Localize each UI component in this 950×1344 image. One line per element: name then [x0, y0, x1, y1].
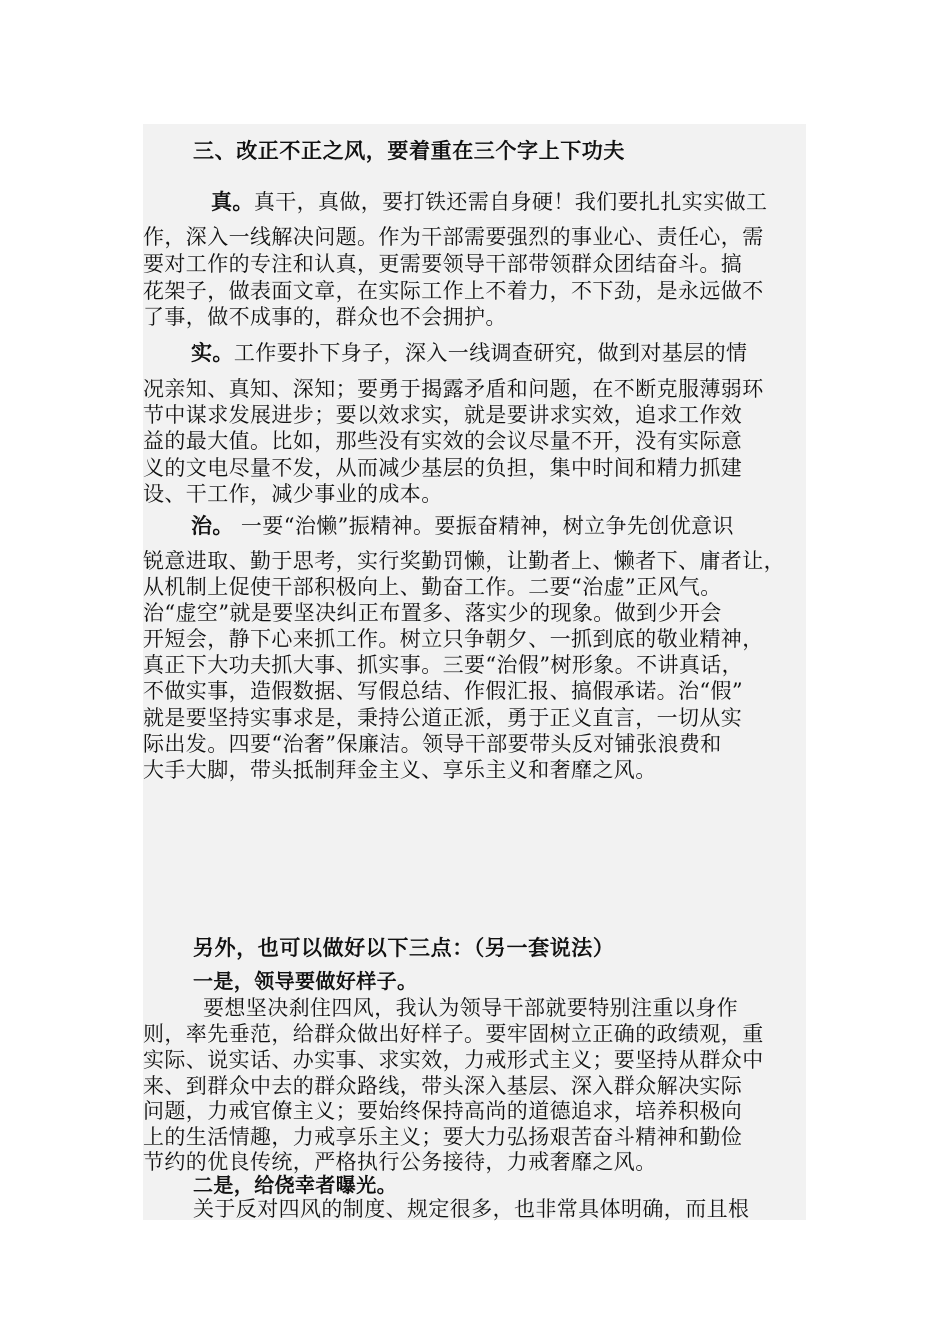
- point1-line-4: 来、到群众中去的群众路线，带头深入基层、深入群众解决实际: [143, 1074, 743, 1098]
- zhi-paragraph-line-3: 从机制上促使干部积极向上、勤奋工作。二要“治虚”正风气。: [143, 575, 722, 599]
- zhen-paragraph-line-2: 作，深入一线解决问题。作为干部需要强烈的事业心、责任心，需: [143, 225, 764, 249]
- shi-text: 工作要扑下身子，深入一线调查研究，做到对基层的情: [233, 341, 748, 365]
- zhen-paragraph-line-4: 花架子，做表面文章，在实际工作上不着力，不下劲，是永远做不: [143, 279, 764, 303]
- zhi-paragraph-line-5: 开短会，静下心来抓工作。树立只争朝夕、一抓到底的敬业精神，: [143, 627, 764, 651]
- zhi-paragraph-line-9: 际出发。四要“治奢”保廉洁。领导干部要带头反对铺张浪费和: [143, 732, 722, 756]
- shi-paragraph-line-2: 况亲知、真知、深知；要勇于揭露矛盾和问题，在不断克服薄弱环: [143, 377, 764, 401]
- point2-title: 二是，给侥幸者曝光。: [193, 1173, 397, 1197]
- zhi-paragraph-line-4: 治“虚空”就是要坚决纠正布置多、落实少的现象。做到少开会: [143, 601, 722, 625]
- zhi-paragraph-line-6: 真正下大功夫抓大事、抓实事。三要“治假”树形象。不讲真话，: [143, 653, 744, 677]
- shi-paragraph-line-5: 义的文电尽量不发，从而减少基层的负担，集中时间和精力抓建: [143, 456, 743, 480]
- alt-heading: 另外，也可以做好以下三点：（另一套说法）: [193, 936, 615, 960]
- zhen-paragraph-line-1: [143, 189, 806, 215]
- zhen-text: 真干，真做，要打铁还需自身硬！我们要扎扎实实做工: [253, 190, 768, 214]
- point1-line-1: [143, 995, 806, 1021]
- shi-lead: 实。: [191, 341, 234, 365]
- zhen-paragraph-line-3: 要对工作的专注和认真，更需要领导干部带领群众团结奋斗。搞: [143, 252, 743, 276]
- zhi-paragraph-line-1: [143, 513, 806, 539]
- shi-paragraph-line-1: [143, 340, 806, 366]
- zhi-paragraph-line-10: 大手大脚，带头抵制拜金主义、享乐主义和奢靡之风。: [143, 758, 657, 782]
- point1-line-6: 上的生活情趣，力戒享乐主义；要大力弘扬艰苦奋斗精神和勤俭: [143, 1125, 743, 1149]
- zhen-paragraph-line-5: 了事，做不成事的，群众也不会拥护。: [143, 305, 507, 329]
- point1-text: 要想坚决刹住四风，我认为领导干部就要特别注重以身作: [203, 996, 738, 1020]
- zhen-lead: 真。: [211, 190, 254, 214]
- point1-line-2: 则，率先垂范，给群众做出好样子。要牢固树立正确的政绩观，重: [143, 1022, 764, 1046]
- point1-line-5: 问题，力戒官僚主义；要始终保持高尚的道德追求，培养积极向: [143, 1099, 743, 1123]
- point1-line-3: 实际、说实话、办实事、求实效，力戒形式主义；要坚持从群众中: [143, 1048, 764, 1072]
- shi-paragraph-line-3: 节中谋求发展进步；要以效求实，就是要讲求实效，追求工作效: [143, 403, 743, 427]
- zhi-paragraph-line-8: 就是要坚持实事求是，秉持公道正派，勇于正义直言，一切从实: [143, 706, 743, 730]
- point2-line-1: 关于反对四风的制度、规定很多，也非常具体明确，而且根: [193, 1197, 750, 1221]
- zhi-paragraph-line-2: 锐意进取、勤于思考，实行奖勤罚懒，让勤者上、懒者下、庸者让，: [143, 549, 785, 573]
- point1-line-7: 节约的优良传统，严格执行公务接待，力戒奢靡之风。: [143, 1150, 657, 1174]
- shi-paragraph-line-6: 设、干工作，减少事业的成本。: [143, 482, 443, 506]
- zhi-text: 一要“治懒”振精神。要振奋精神，树立争先创优意识: [233, 514, 734, 538]
- shi-paragraph-line-4: 益的最大值。比如，那些没有实效的会议尽量不开，没有实际意: [143, 429, 743, 453]
- zhi-lead: 治。: [191, 514, 234, 538]
- point1-title: 一是，领导要做好样子。: [193, 969, 418, 993]
- section-heading: 三、改正不正之风，要着重在三个字上下功夫: [193, 139, 625, 163]
- zhi-paragraph-line-7: 不做实事，造假数据、写假总结、作假汇报、搞假承诺。治“假”: [143, 679, 744, 703]
